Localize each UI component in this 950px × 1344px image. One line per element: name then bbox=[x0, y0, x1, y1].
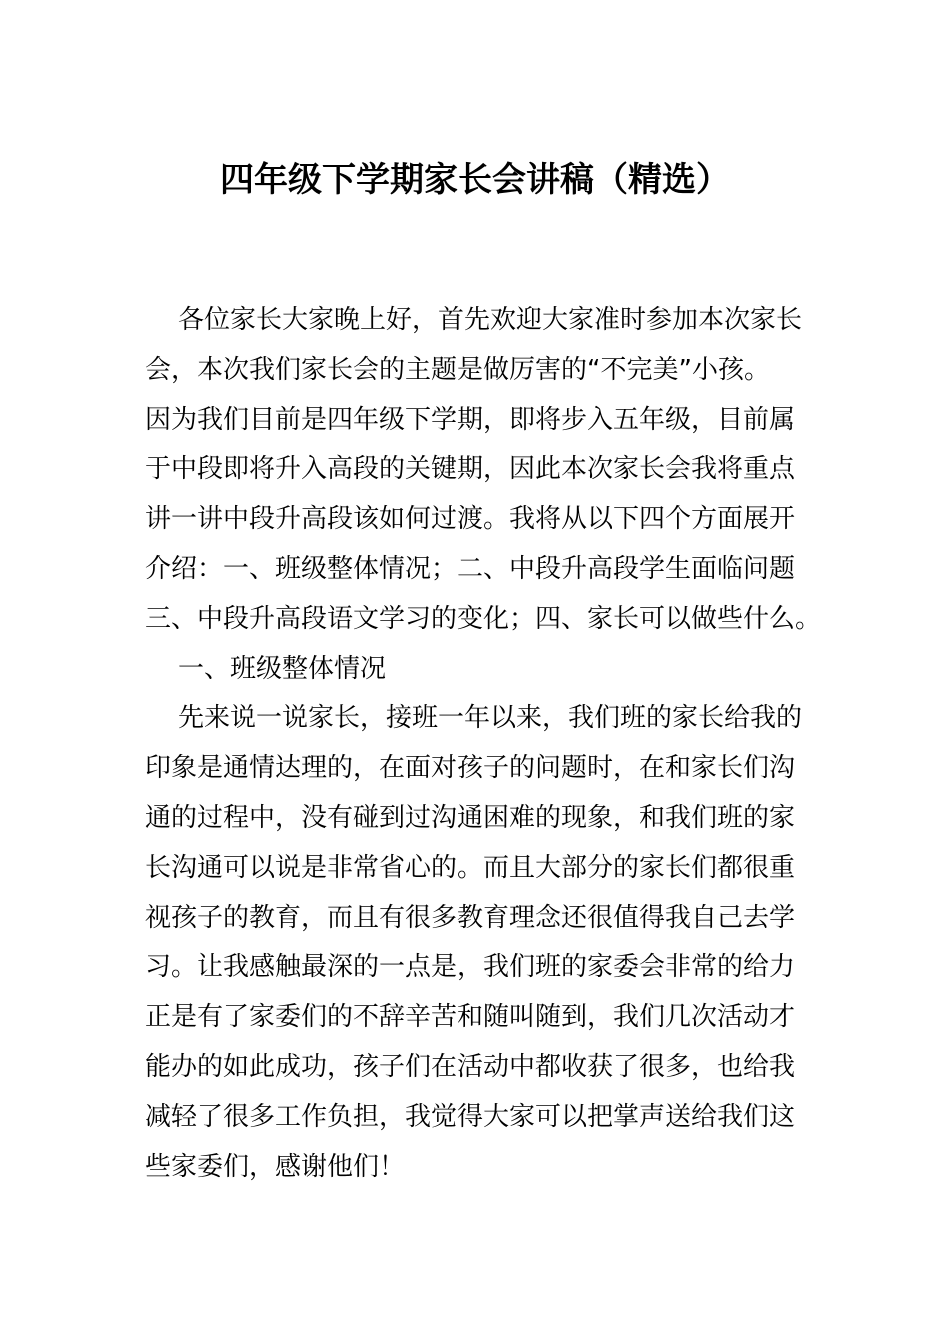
paragraph-2-line-4: 长沟通可以说是非常省心的。而且大部分的家长们都很重 bbox=[145, 852, 796, 883]
paragraph-2-line-1: 先来说一说家长，接班一年以来，我们班的家长给我的 bbox=[178, 703, 803, 734]
paragraph-1-line-4: 于中段即将升入高段的关键期，因此本次家长会我将重点 bbox=[145, 454, 796, 485]
paragraph-2-line-2: 印象是通情达理的，在面对孩子的问题时，在和家长们沟 bbox=[145, 753, 796, 784]
document-title: 四年级下学期家长会讲稿（精选） bbox=[220, 160, 730, 200]
paragraph-1-line-2: 会，本次我们家长会的主题是做厉害的“不完美”小孩。 bbox=[145, 354, 770, 385]
section-heading: 一、班级整体情况 bbox=[178, 653, 387, 684]
paragraph-1-line-5: 讲一讲中段升高段该如何过渡。我将从以下四个方面展开 bbox=[145, 504, 796, 535]
paragraph-2-line-5: 视孩子的教育，而且有很多教育理念还很值得我自己去学 bbox=[145, 902, 796, 933]
paragraph-1-line-7: 三、中段升高段语文学习的变化；四、家长可以做些什么。 bbox=[145, 603, 822, 634]
document-body bbox=[145, 296, 822, 1192]
paragraph-1-line-3: 因为我们目前是四年级下学期，即将步入五年级，目前属 bbox=[145, 404, 796, 435]
paragraph-2-line-7: 正是有了家委们的不辞辛苦和随叫随到，我们几次活动才 bbox=[145, 1002, 796, 1033]
paragraph-2-line-9: 减轻了很多工作负担，我觉得大家可以把掌声送给我们这 bbox=[145, 1101, 796, 1132]
paragraph-1-line-6: 介绍：一、班级整体情况；二、中段升高段学生面临问题 bbox=[145, 553, 796, 584]
paragraph-1-line-1: 各位家长大家晚上好，首先欢迎大家准时参加本次家长 bbox=[178, 305, 803, 335]
paragraph-2-line-6: 习。让我感触最深的一点是，我们班的家委会非常的给力 bbox=[145, 952, 796, 983]
paragraph-2-line-8: 能办的如此成功，孩子们在活动中都收获了很多，也给我 bbox=[145, 1051, 796, 1082]
paragraph-2-line-10: 些家委们，感谢他们！ bbox=[145, 1151, 406, 1182]
paragraph-2-line-3: 通的过程中，没有碰到过沟通困难的现象，和我们班的家 bbox=[145, 802, 796, 833]
